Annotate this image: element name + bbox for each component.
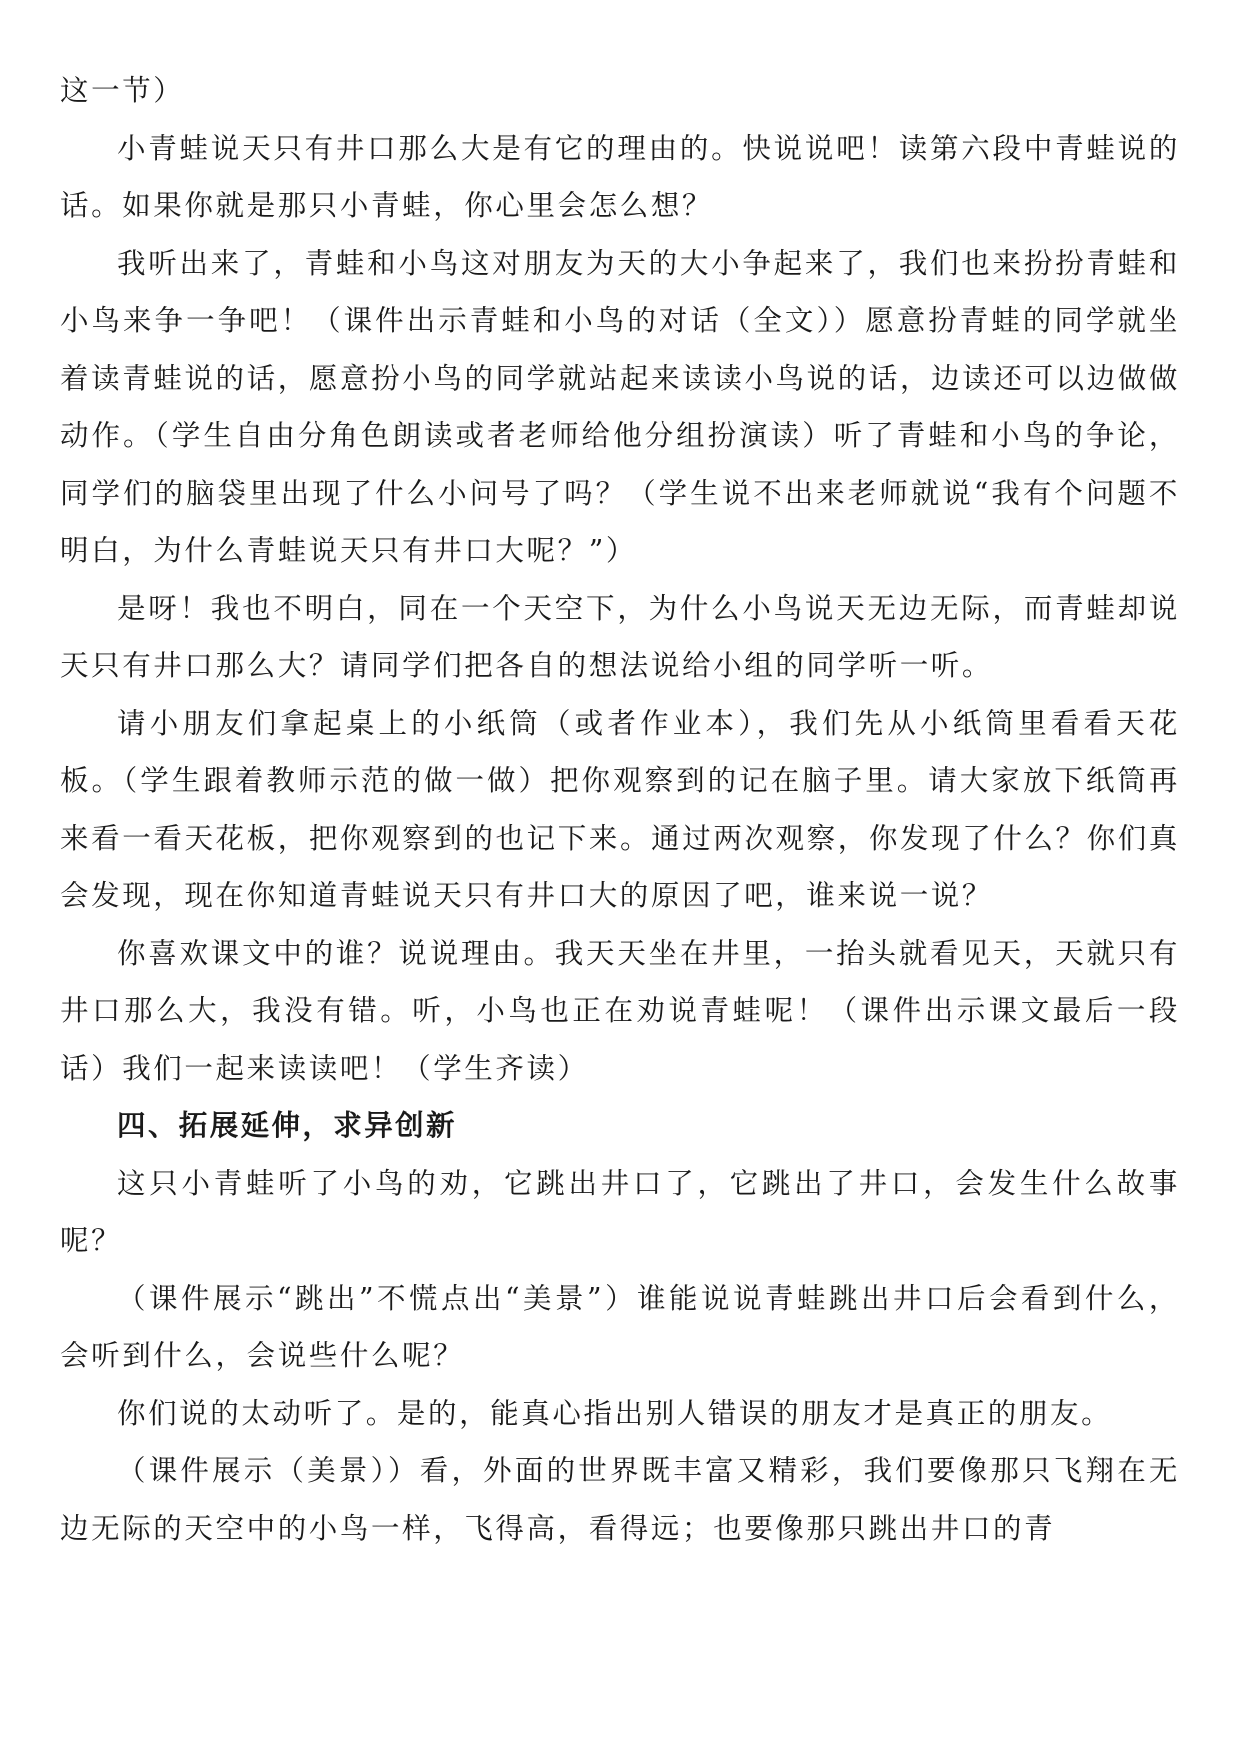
paragraph-paper-tube: 请小朋友们拿起桌上的小纸筒（或者作业本），我们先从小纸筒里看看天花板。（学生跟着教师示范的做一做）把你观察到的记在脑子里。请大家放下纸筒再来看一看天花板，把你观察到的也记下来。通过两次观察，你发现了什么？你们真会发现，现在你知道青蛙说天只有井口大的原因了吧，谁来说一说？ (60, 706, 1180, 912)
paragraph-role-play: 我听出来了，青蛙和小鸟这对朋友为天的大小争起来了，我们也来扮扮青蛙和小鸟来争一争吧！（课件出示青蛙和小鸟的对话（全文））愿意扮青蛙的同学就坐着读青蛙说的话，愿意扮小鸟的同学就站起来读读小鸟说的话，边读还可以边做做动作。（学生自由分角色朗读或者老师给他分组扮演读）听了青蛙和小鸟的争论，同学们的脑袋里出现了什么小问号了吗？（学生说不出来老师就说“我有个问题不明白，为什么青蛙说天只有井口大呢？”） (60, 246, 1180, 567)
paragraph-same-sky: 是呀！我也不明白，同在一个天空下，为什么小鸟说天无边无际，而青蛙却说天只有井口那么大？请同学们把各自的想法说给小组的同学听一听。 (60, 591, 1180, 682)
paragraph-scenery: （课件展示“跳出”不慌点出“美景”）谁能说说青蛙跳出井口后会看到什么，会听到什么，会说些什么呢？ (60, 1281, 1180, 1372)
paragraph-true-friend: 你们说的太动听了。是的，能真心指出别人错误的朋友才是真正的朋友。 (117, 1396, 1113, 1430)
section-heading: 四、拓展延伸，求异创新 (117, 1109, 457, 1142)
paragraph-frog-reason: 小青蛙说天只有井口那么大是有它的理由的。快说说吧！读第六段中青蛙说的话。如果你就是那只小青蛙，你心里会怎么想？ (60, 131, 1180, 222)
paragraph-frog-jumps-out: 这只小青蛙听了小鸟的劝，它跳出井口了，它跳出了井口，会发生什么故事呢？ (60, 1166, 1180, 1257)
paragraph-favorite-character: 你喜欢课文中的谁？说说理由。我天天坐在井里，一抬头就看见天，天就只有井口那么大，我没有错。听，小鸟也正在劝说青蛙呢！（课件出示课文最后一段话）我们一起来读读吧！（学生齐读） (60, 936, 1180, 1085)
paragraph-outside-world: （课件展示（美景））看，外面的世界既丰富又精彩，我们要像那只飞翔在无边无际的天空中的小鸟一样，飞得高，看得远；也要像那只跳出井口的青 (60, 1454, 1180, 1545)
paragraph-continuation: 这一节） (60, 74, 185, 107)
document-page (60, 62, 1180, 1557)
